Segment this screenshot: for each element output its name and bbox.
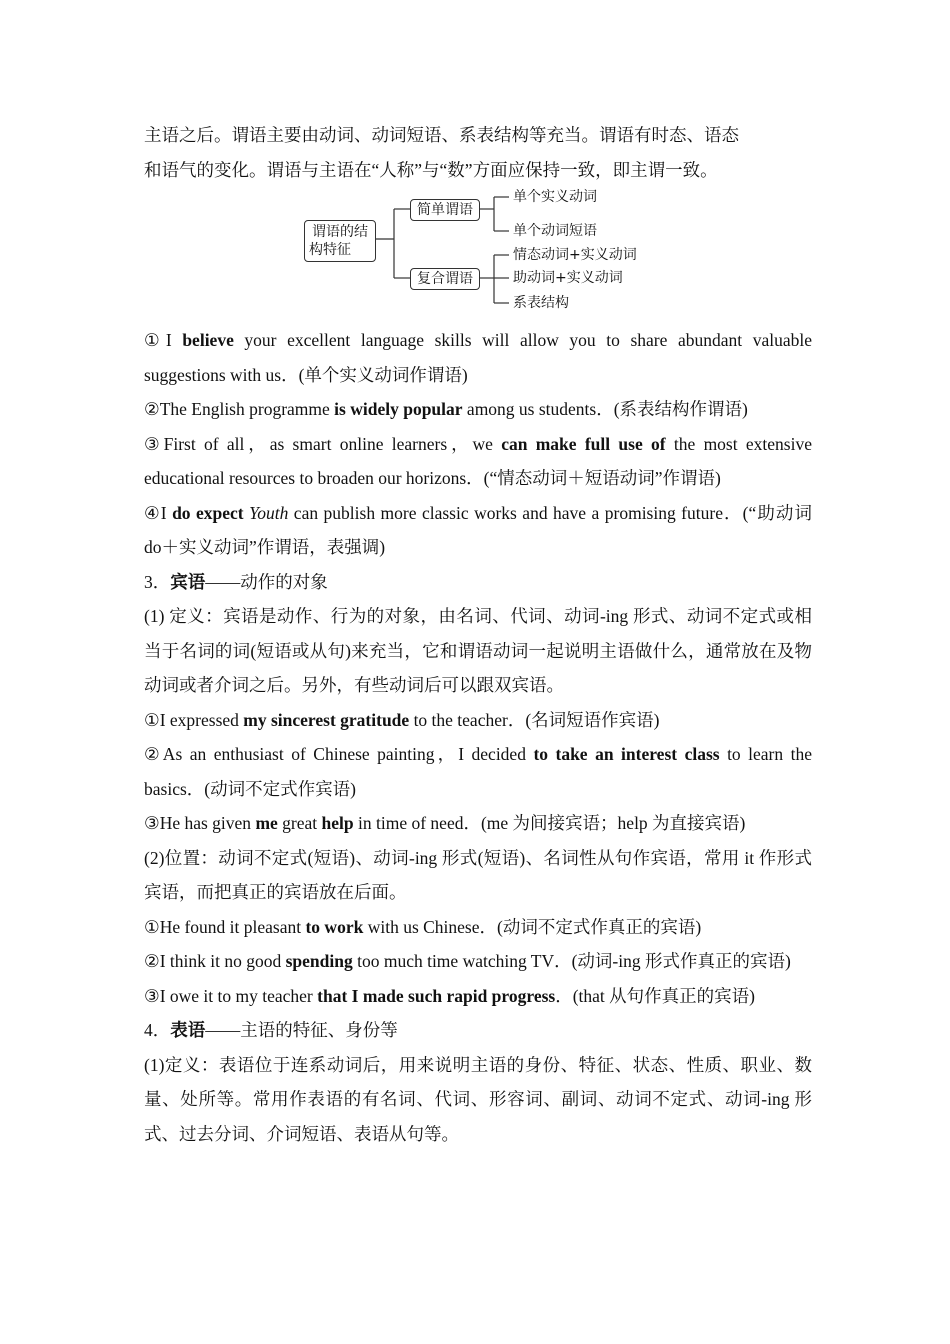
- predicative-heading: 4．表语——主语的特征、身份等: [144, 1020, 398, 1040]
- diagram-leaf-single-verb: 单个实义动词: [513, 189, 597, 205]
- diagram-compound-node: 复合谓语: [410, 268, 480, 290]
- predicate-structure-diagram: [144, 187, 812, 317]
- object-example-3: ③He has given me great help in time of need．(me 为间接宾语；help 为直接宾语): [144, 813, 746, 833]
- diagram-leaf-modal: 情态动词+实义动词: [513, 247, 637, 263]
- diagram-leaf-single-phrase: 单个动词短语: [513, 223, 597, 239]
- diagram-leaf-linking: 系表结构: [513, 295, 569, 311]
- document-page: [144, 118, 812, 1151]
- diagram-root-line-2: 构特征: [309, 242, 351, 258]
- predicate-example-1: ①I believe your excellent language skills will allow you to share abundant valuable suggestions with us．(单个实义动词作谓语): [144, 330, 812, 385]
- object-example-2: ②As an enthusiast of Chinese painting，I decided to take an interest class to learn the basics．(动词不定式作宾语): [144, 744, 813, 799]
- diagram-leaf-auxiliary: 助动词+实义动词: [513, 270, 623, 286]
- intro-line-2: 和语气的变化。谓语与主语在“人称”与“数”方面应保持一致，即主谓一致。: [144, 159, 718, 180]
- diagram-root-line-1: 谓语的结: [312, 224, 368, 240]
- object-position: (2)位置：动词不定式(短语)、动词-ing 形式(短语)、名词性从句作宾语，常用 it 作形式宾语，而把真正的宾语放在后面。: [144, 847, 812, 902]
- object-definition: (1) 定义：宾语是动作、行为的对象，由名词、代词、动词-ing 形式、动词不定式或相当于名词的词(短语或从句)来充当，它和谓语动词一起说明主语做什么，通常放在及物动词或者介词之后。另外，有些动词后可以跟双宾语。: [144, 606, 812, 695]
- object-position-example-3: ③I owe it to my teacher that I made such rapid progress．(that 从句作真正的宾语): [144, 985, 755, 1006]
- intro-line-1: 主语之后。谓语主要由动词、动词短语、系表结构等充当。谓语有时态、语态: [144, 125, 739, 145]
- object-heading: 3．宾语——动作的对象: [144, 571, 328, 592]
- predicate-example-4: ④I do expect Youth can publish more classic works and have a promising future．(“助动词 do＋实义动词”作谓语，表强调): [144, 502, 812, 557]
- predicative-definition: (1)定义：表语位于连系动词后，用来说明主语的身份、特征、状态、性质、职业、数量、处所等。常用作表语的有名词、代词、形容词、副词、动词不定式、动词-ing 形式、过去分词、介词短语、表语从句等。: [144, 1054, 812, 1144]
- diagram-root-node: [304, 220, 376, 262]
- predicate-example-3: ③First of all，as smart online learners，we can make full use of the most extensive educational resources to broaden our horizons．(“情态动词＋短语动词”作谓语): [144, 433, 812, 488]
- object-position-example-1: ①He found it pleasant to work with us Chinese．(动词不定式作真正的宾语): [144, 916, 702, 937]
- diagram-simple-node: 简单谓语: [410, 199, 480, 221]
- object-example-1: ①I expressed my sincerest gratitude to the teacher．(名词短语作宾语): [144, 709, 660, 730]
- predicate-example-2: ②The English programme is widely popular among us students．(系表结构作谓语): [144, 399, 748, 419]
- object-position-example-2: ②I think it no good spending too much time watching TV．(动词-ing 形式作真正的宾语): [144, 951, 791, 971]
